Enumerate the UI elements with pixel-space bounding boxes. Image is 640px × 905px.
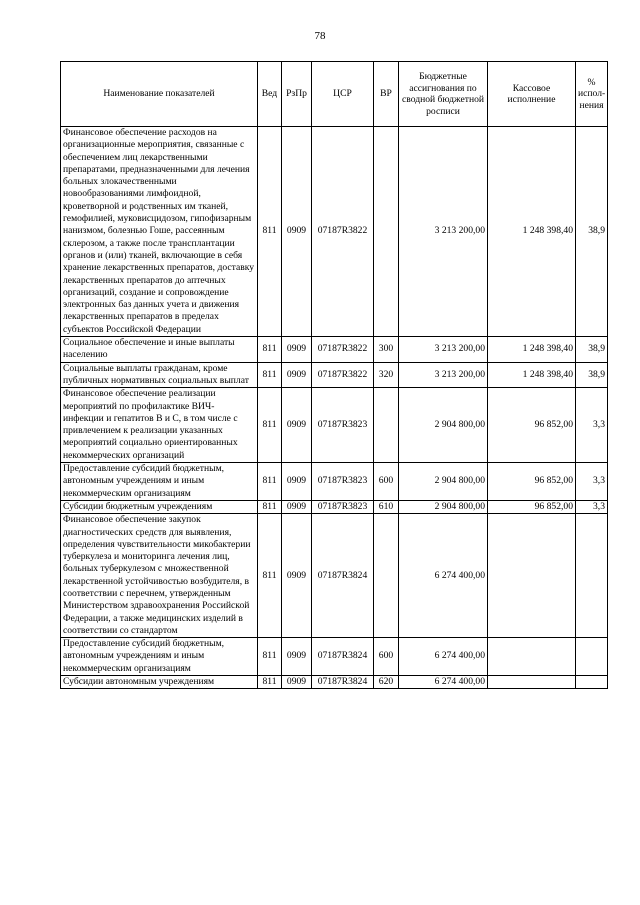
row-name: Финансовое обеспечение расходов на организационные мероприятия, связанные с обеспечением лиц лекарственными препаратами, предназначенными для лечения больных злокачественными новообразованиями лимфоидной, кроветворной и родственных им тканей, гемофилией, муковисцидозом, гипофизарным нанизмом, болезнью Гоше, рассеянным склерозом, а также после трансплантации органов и (или) тканей, включающие в себя хранение лекарственных препаратов, доставку лекарственных препаратов до аптечных организаций, создание и сопровождение электронных баз данных учета и движения лекарственных препаратов в пределах субъектов Российской Федерации	[61, 127, 258, 337]
row-csr: 07187R3823	[312, 463, 374, 501]
row-budget: 6 274 400,00	[399, 514, 488, 638]
row-name: Социальное обеспечение и иные выплаты населению	[61, 337, 258, 363]
table-row	[61, 500, 608, 513]
row-cash: 96 852,00	[488, 463, 576, 501]
row-pct: 38,9	[576, 337, 608, 363]
row-pct: 38,9	[576, 362, 608, 388]
row-vr: 320	[374, 362, 399, 388]
row-budget: 3 213 200,00	[399, 127, 488, 337]
row-budget: 2 904 800,00	[399, 463, 488, 501]
row-budget: 6 274 400,00	[399, 676, 488, 689]
row-pct	[576, 514, 608, 638]
table-row	[61, 362, 608, 388]
row-rzpr: 0909	[282, 500, 312, 513]
row-csr: 07187R3823	[312, 500, 374, 513]
header-name: Наименование показателей	[61, 62, 258, 127]
row-ved: 811	[258, 638, 282, 676]
row-ved: 811	[258, 337, 282, 363]
row-name: Финансовое обеспечение закупок диагностических средств для выявления, определения чувствительности микобактерии туберкулеза и мониторинга лечения лиц, больных туберкулезом с множественной лекарственной устойчивостью возбудителя, в соответствии с перечнем, утвержденным Министерством здравоохранения Российской Федерации, а также медицинских изделий в соответствии со стандартом	[61, 514, 258, 638]
row-ved: 811	[258, 514, 282, 638]
row-ved: 811	[258, 388, 282, 463]
row-name: Социальные выплаты гражданам, кроме публичных нормативных социальных выплат	[61, 362, 258, 388]
row-name: Предоставление субсидий бюджетным, автономным учреждениям и иным некоммерческим организациям	[61, 638, 258, 676]
row-vr	[374, 388, 399, 463]
row-name: Субсидии бюджетным учреждениям	[61, 500, 258, 513]
table-row	[61, 514, 608, 638]
table-row	[61, 463, 608, 501]
row-cash	[488, 638, 576, 676]
row-budget: 2 904 800,00	[399, 388, 488, 463]
row-rzpr: 0909	[282, 463, 312, 501]
header-ved: Вед	[258, 62, 282, 127]
header-budget: Бюджетные ассигнования по сводной бюджетной росписи	[399, 62, 488, 127]
row-csr: 07187R3823	[312, 388, 374, 463]
row-vr: 600	[374, 638, 399, 676]
row-csr: 07187R3824	[312, 514, 374, 638]
header-csr: ЦСР	[312, 62, 374, 127]
header-pct: % испол-нения	[576, 62, 608, 127]
row-cash: 1 248 398,40	[488, 362, 576, 388]
row-cash	[488, 676, 576, 689]
row-csr: 07187R3822	[312, 362, 374, 388]
table-header-row	[61, 62, 608, 127]
row-rzpr: 0909	[282, 362, 312, 388]
row-pct	[576, 676, 608, 689]
row-csr: 07187R3822	[312, 337, 374, 363]
row-pct: 3,3	[576, 500, 608, 513]
table-row	[61, 388, 608, 463]
row-cash: 96 852,00	[488, 388, 576, 463]
row-rzpr: 0909	[282, 638, 312, 676]
table-row	[61, 638, 608, 676]
row-budget: 2 904 800,00	[399, 500, 488, 513]
row-rzpr: 0909	[282, 514, 312, 638]
row-pct: 3,3	[576, 388, 608, 463]
row-name: Предоставление субсидий бюджетным, автономным учреждениям и иным некоммерческим организациям	[61, 463, 258, 501]
table-row	[61, 127, 608, 337]
row-ved: 811	[258, 676, 282, 689]
row-budget: 6 274 400,00	[399, 638, 488, 676]
row-rzpr: 0909	[282, 388, 312, 463]
row-csr: 07187R3824	[312, 676, 374, 689]
row-vr	[374, 514, 399, 638]
budget-execution-table	[60, 61, 608, 689]
row-pct	[576, 638, 608, 676]
table-row	[61, 676, 608, 689]
header-rzpr: РзПр	[282, 62, 312, 127]
table-row	[61, 337, 608, 363]
row-rzpr: 0909	[282, 127, 312, 337]
row-budget: 3 213 200,00	[399, 362, 488, 388]
row-csr: 07187R3824	[312, 638, 374, 676]
row-budget: 3 213 200,00	[399, 337, 488, 363]
row-name: Субсидии автономным учреждениям	[61, 676, 258, 689]
row-rzpr: 0909	[282, 676, 312, 689]
row-pct: 3,3	[576, 463, 608, 501]
row-cash: 96 852,00	[488, 500, 576, 513]
row-cash: 1 248 398,40	[488, 337, 576, 363]
row-vr: 600	[374, 463, 399, 501]
row-pct: 38,9	[576, 127, 608, 337]
page-number: 78	[314, 30, 326, 42]
row-vr: 620	[374, 676, 399, 689]
row-cash	[488, 514, 576, 638]
row-rzpr: 0909	[282, 337, 312, 363]
row-ved: 811	[258, 362, 282, 388]
row-vr	[374, 127, 399, 337]
row-ved: 811	[258, 463, 282, 501]
row-ved: 811	[258, 500, 282, 513]
header-vr: ВР	[374, 62, 399, 127]
header-cash: Кассовое исполнение	[488, 62, 576, 127]
row-vr: 610	[374, 500, 399, 513]
row-cash: 1 248 398,40	[488, 127, 576, 337]
row-ved: 811	[258, 127, 282, 337]
row-name: Финансовое обеспечение реализации мероприятий по профилактике ВИЧ-инфекции и гепатитов B и C, в том числе с привлечением к реализации указанных мероприятий социально ориентированных некоммерческих организаций	[61, 388, 258, 463]
row-csr: 07187R3822	[312, 127, 374, 337]
row-vr: 300	[374, 337, 399, 363]
